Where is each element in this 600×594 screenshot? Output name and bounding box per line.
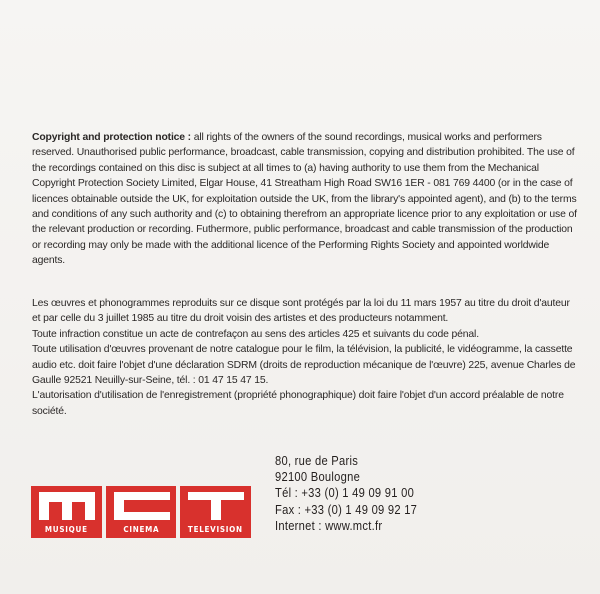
logo-caption-television: TELEVISION [188, 525, 244, 534]
french-paragraph-3: Toute utilisation d'œuvres provenant de notre catalogue pour le film, la télévision, la publicité, le vidéogramme, la cassette audio etc. doit faire l'objet d'une déclaration SDRM (droits de reproduction mécanique de l'œuvre) 225, avenue Charles de Gaulle 92521 Neuilly-sur-Seine, tél. : 01 47 15 47 15. [32, 344, 576, 387]
logo-caption-cinema: CINEMA [123, 525, 159, 534]
address-street: 80, rue de Paris [275, 453, 359, 468]
copyright-notice [32, 130, 580, 269]
copyright-heading: Copyright and protection notice : [32, 132, 191, 143]
french-paragraph-1: Les œuvres et phonogrammes reproduits sur ce disque sont protégés par la loi du 11 mars 1957 au titre du droit d'auteur et par celle du 3 juillet 1985 au titre du droit voisin des artistes et des producteurs notamment. [32, 298, 570, 325]
logo-tile-musique [31, 486, 102, 538]
address-city: 92100 Boulogne [275, 469, 361, 485]
phone-number: Tél : +33 (0) 1 49 09 91 00 [275, 485, 415, 501]
french-paragraph-2: Toute infraction constitue un acte de contrefaçon au sens des articles 425 et suivants du code pénal. [32, 328, 479, 340]
fax-number: Fax : +33 (0) 1 49 09 92 17 [275, 501, 418, 517]
website-link[interactable]: Internet : www.mct.fr [275, 517, 383, 533]
french-notice [32, 296, 580, 419]
contact-address [275, 453, 495, 534]
logo-tile-television [180, 486, 251, 538]
mct-logo [31, 486, 251, 538]
logo-tile-cinema [106, 486, 177, 538]
copyright-body: all rights of the owners of the sound recordings, musical works and performers reserved. Unauthorised public performance, broadcast, cable transmission, copying and distribution prohibited. The use of the recordings contained on this disc is subject at all times to (a) having authority to use them from the Mechanical Copyright Protection Society Limited, Elgar House, 41 Streatham High Road SW16 1ER - 081 769 4400 (or in the case of licences obtainable outside the UK, for exploitation outside the UK, from the library's appointed agent), and (b) to the terms and conditions of any such authority and (c) to obtaining therefrom an appropriate licence prior to any exploitation or use of the relevant production or recording. Futhermore, public performance, broadcast and cable transmission of the production or recording may only be made with the additional licence of the Performing Rights Society and appointed worldwide agents. [32, 132, 577, 267]
copyright-paragraph [32, 130, 580, 269]
french-paragraph-4: L'autorisation d'utilisation de l'enregistrement (propriété phonographique) doit faire l'objet d'un accord préalable de notre société. [32, 390, 564, 417]
logo-caption-musique: MUSIQUE [44, 525, 88, 534]
